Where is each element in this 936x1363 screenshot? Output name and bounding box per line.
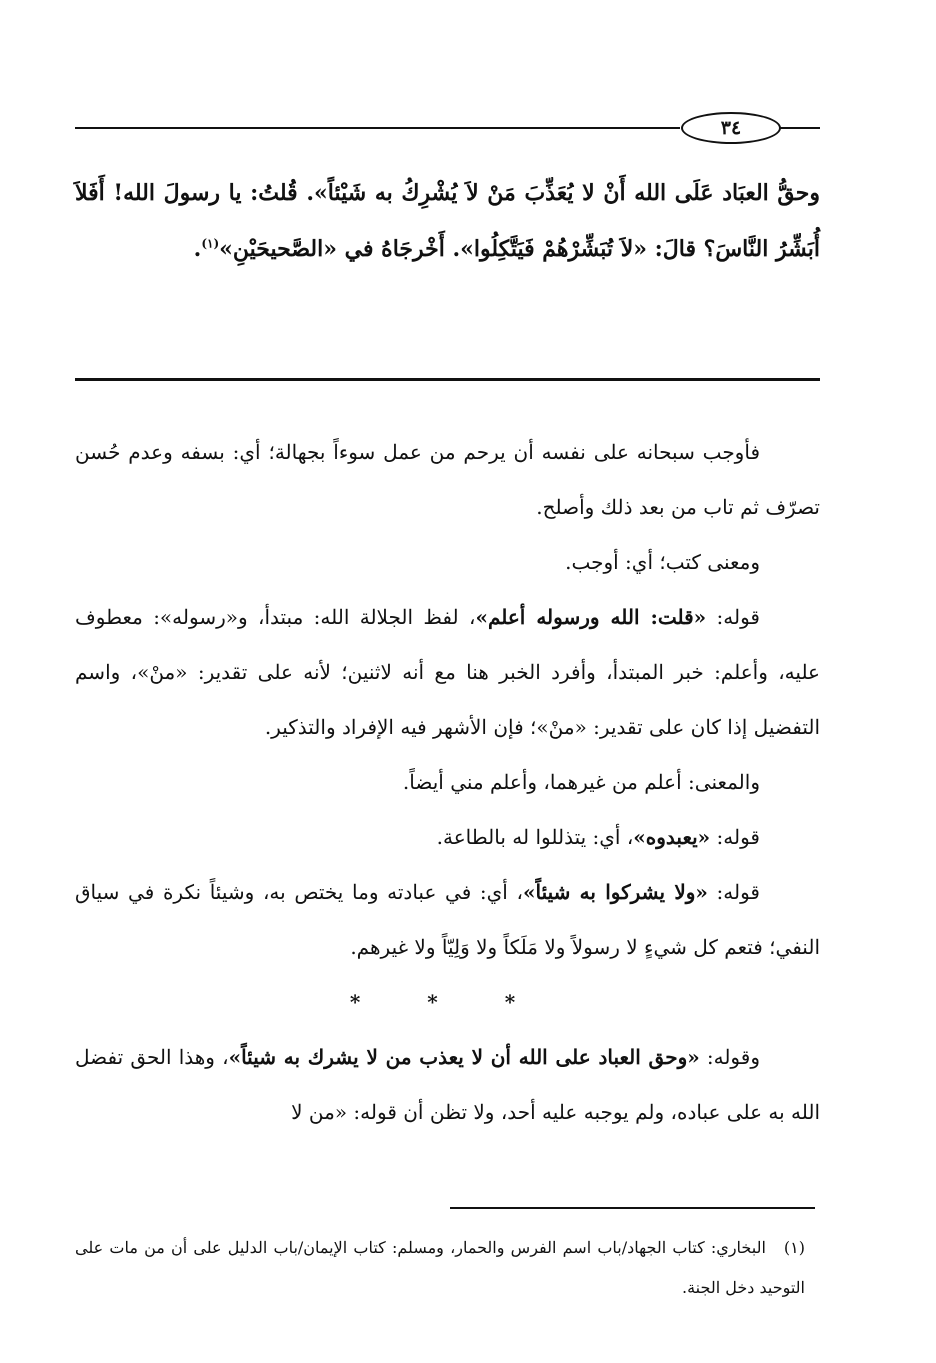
commentary-paragraph: والمعنى: أعلم من غيرهما، وأعلم مني أيضاً. (402, 770, 760, 794)
header-rule-right (780, 127, 820, 129)
footnote-text: البخاري: كتاب الجهاد/باب اسم الفرس والحمار، ومسلم: كتاب الإيمان/باب الدليل على أن من مات على التوحيد دخل الجنة. (75, 1238, 805, 1297)
paragraph-lead: قوله: (710, 825, 760, 849)
quote-divider (75, 378, 820, 381)
commentary-paragraph (75, 590, 820, 755)
quoted-phrase: «يعبدوه» (633, 825, 711, 849)
commentary-body (75, 425, 820, 1140)
commentary-paragraph (75, 865, 820, 975)
hadith-quote (75, 165, 820, 277)
hadith-quote-end: . (193, 236, 202, 262)
footnote-item (75, 1228, 820, 1308)
paragraph-rest: ، أي: في عبادته وما يختص به، وشيئاً نكرة في سياق النفي؛ فتعم كل شيءٍ لا رسولاً ولا مَلَكاً ولا وَلِيّاً ولا غيرهم. (75, 880, 820, 959)
paragraph-lead: وقوله: (699, 1045, 760, 1069)
hadith-quote-text: وحقُّ العبَاد عَلَى الله أَنْ لا يُعَذِّبَ مَنْ لاَ يُشْرِكُ به شَيْئاً». قُلتُ: يا رسولَ الله! أَفَلاَ أُبَشِّرُ النَّاسَ؟ قالَ: «لاَ تُبَشِّرْهُمْ فَيَتَّكِلُوا». أَخْرجَاهُ في «الصَّحيحَيْنِ» (75, 180, 820, 262)
commentary-paragraph: ومعنى كتب؛ أي: أوجب. (565, 550, 760, 574)
page-number: ٣٤ (681, 112, 781, 144)
quoted-phrase: «وحق العباد على الله أن لا يعذب من لا يشرك به شيئاً» (228, 1045, 700, 1069)
commentary-paragraph: فأوجب سبحانه على نفسه أن يرحم من عمل سوءاً بجهالة؛ أي: بسفه وعدم حُسن تصرّف ثم تاب من بعد ذلك وأصلح. (75, 440, 820, 519)
paragraph-lead: قوله: (707, 880, 760, 904)
footnote-marker: (١) (783, 1238, 805, 1257)
paragraph-lead: قوله: (706, 605, 760, 629)
footnotes (75, 1228, 820, 1308)
commentary-paragraph (75, 1030, 820, 1140)
footnote-reference: (١) (201, 236, 220, 251)
footnote-rule (450, 1207, 815, 1209)
commentary-paragraph (75, 810, 820, 865)
paragraph-rest: ، وهذا الحق تفضل الله به على عباده، ولم يوجبه عليه أحد، ولا تظن أن قوله: «من لا (75, 1045, 820, 1124)
quoted-phrase: «قلت: الله ورسوله أعلم» (475, 605, 707, 629)
page-header (75, 112, 820, 142)
section-separator: * * * (349, 990, 546, 1014)
paragraph-rest: ، لفظ الجلالة الله: مبتدأ، و«رسوله»: معطوف عليه، وأعلم: خبر المبتدأ، وأفرد الخبر هنا مع أنه لاثنين؛ لأنه على تقدير: «منْ»، واسم التفضيل إذا كان على تقدير: «منْ»؛ فإن الأشهر فيه الإفراد والتذكير. (75, 605, 820, 739)
paragraph-rest: ، أي: يتذللوا له بالطاعة. (436, 825, 634, 849)
header-rule-left (75, 127, 680, 129)
quoted-phrase: «ولا يشركوا به شيئاً» (522, 880, 708, 904)
